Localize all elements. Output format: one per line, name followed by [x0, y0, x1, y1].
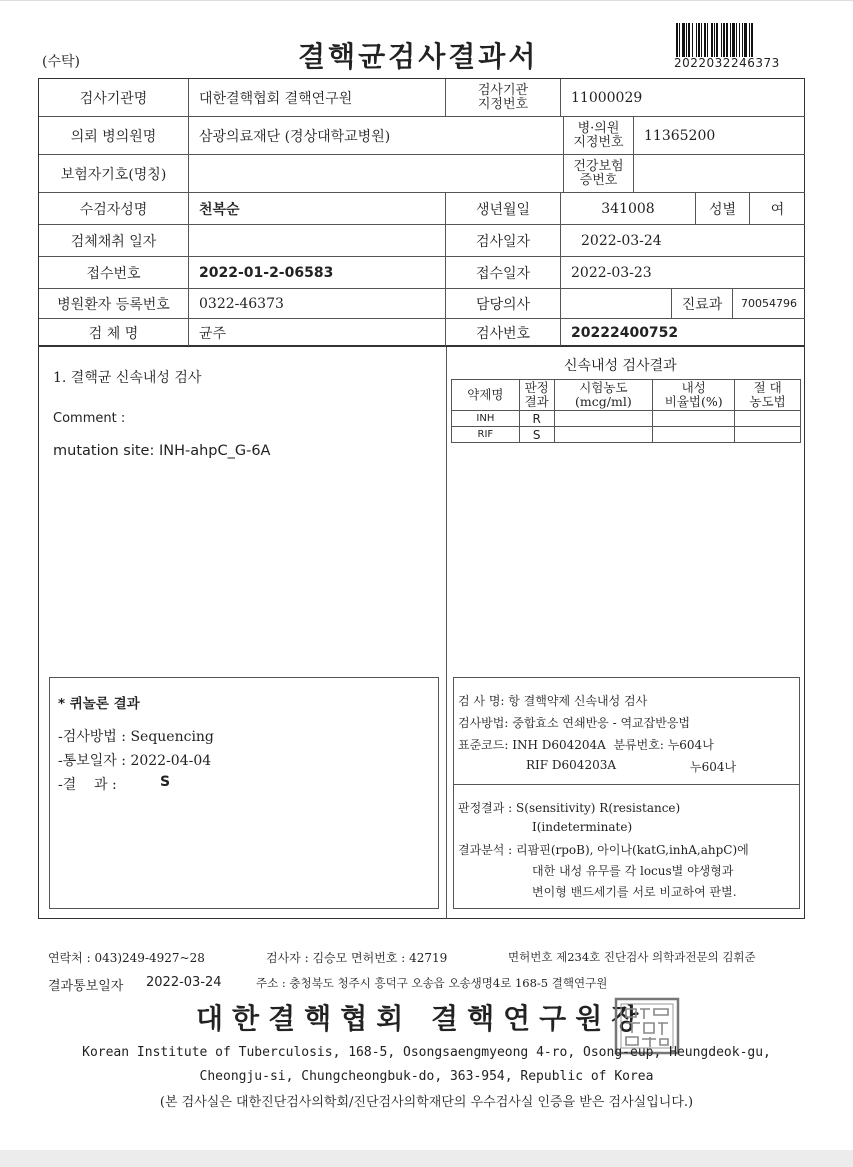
test-date-label: 검사일자 [446, 225, 561, 257]
judgement-box [453, 785, 800, 909]
specimen-label: 검 체 명 [39, 319, 189, 346]
examiner-info: 검사자 : 김승모 면허번호 : 42719 [266, 951, 448, 965]
analysis-line-2: 대한 내성 유무를 각 locus별 야생형과 [532, 864, 734, 878]
judgement-line-1: 판정결과 : S(sensitivity) R(resistance) [458, 801, 681, 815]
method-standard-code: 표준코드: INH D604204A 분류번호: 누604나 [458, 738, 714, 752]
birthdate-value: 341008 [561, 193, 696, 225]
test-number-value: 20222400752 [571, 324, 679, 341]
quinolone-title: * 퀴놀론 결과 [58, 696, 140, 712]
table-header-row [452, 380, 801, 411]
drug-result: S [519, 427, 554, 443]
patient-reg-value: 0322-46373 [189, 289, 446, 319]
department-label: 진료과 [671, 289, 733, 319]
english-address-line-2: Cheongju-si, Chungcheongbuk-do, 363-954, Republic of Korea [199, 1069, 654, 1084]
judgement-line-2: I(indeterminate) [532, 820, 633, 834]
method-test-method: 검사방법: 중합효소 연쇄반응 - 역교잡반응법 [458, 716, 691, 730]
doctor-value [561, 289, 671, 319]
collection-date-label: 검체채취 일자 [39, 225, 189, 257]
quinolone-box [49, 677, 439, 909]
barcode-number: 2022032246373 [674, 56, 780, 70]
barcode [676, 23, 788, 57]
hospital-label: 의뢰 병의원명 [39, 117, 189, 155]
drug-proportion [653, 411, 735, 427]
certification-note: (본 검사실은 대한진단검사의학회/진단검사의학재단의 우수검사실 인증을 받은 검사실입니다.) [159, 1095, 694, 1110]
col-proportion-method: 내성 비율법(%) [653, 380, 735, 411]
col-judgement: 판정 결과 [519, 380, 554, 411]
method-box [453, 677, 800, 785]
institute-name: 대한결핵협회 결핵연구원장 [196, 1002, 648, 1035]
drug-name: RIF [452, 427, 520, 443]
drug-absolute [735, 411, 801, 427]
method-rif-code: RIF D604203A [526, 758, 617, 772]
patient-info-table [38, 78, 805, 346]
col-drug: 약제명 [452, 380, 520, 411]
institute-value: 대한결핵협회 결핵연구원 [189, 79, 446, 117]
analysis-line-3: 변이형 밴드세기를 서로 비교하여 판별. [532, 885, 737, 899]
consignment-label: (수탁) [42, 54, 80, 70]
result-divider [446, 347, 447, 919]
department-value: 70054796 [733, 289, 805, 319]
contact-info: 연락처 : 043)249-4927~28 [48, 951, 205, 965]
mutation-site: mutation site: INH-ahpC_G-6A [53, 443, 271, 459]
insurer-value [189, 155, 564, 193]
result-section [38, 346, 805, 919]
insurance-number-value [634, 155, 805, 193]
quinolone-method: -검사방법 : Sequencing [58, 729, 214, 745]
document-title: 결핵균검사결과서 [298, 40, 539, 73]
notify-date-value: 2022-03-24 [146, 975, 222, 990]
receipt-date-label: 접수일자 [446, 257, 561, 289]
doctor-label: 담당의사 [446, 289, 561, 319]
insurance-number-label: 건강보험 증번호 [564, 155, 634, 193]
drug-concentration [554, 427, 653, 443]
rapid-result-title: 신속내성 검사결과 [564, 358, 677, 374]
notify-date-label: 결과통보일자 [48, 979, 124, 994]
comment-label: Comment : [53, 411, 126, 426]
doctor-license: 면허번호 제234호 진단검사 의학과전문의 김휘준 [508, 950, 756, 964]
institute-label: 검사기관명 [39, 79, 189, 117]
institute-code-value: 11000029 [561, 79, 805, 117]
hospital-value: 삼광의료재단 (경상대학교병원) [189, 117, 564, 155]
rapid-result-table [451, 379, 801, 443]
drug-concentration [554, 411, 653, 427]
quinolone-notify-date: -통보일자 : 2022-04-04 [58, 753, 212, 769]
patient-reg-label: 병원환자 등록번호 [39, 289, 189, 319]
patient-name-label: 수검자성명 [39, 193, 189, 225]
patient-name-value: 천복순 [189, 193, 446, 225]
hospital-code-label: 병·의원 지정번호 [564, 117, 634, 155]
receipt-date-value: 2022-03-23 [561, 257, 805, 289]
english-address-line-1: Korean Institute of Tuberculosis, 168-5, Osongsaengmyeong 4-ro, Osong-eup, Heungdeok-gu, [82, 1045, 771, 1060]
method-rif-class: 누604나 [690, 760, 737, 774]
method-test-name: 검 사 명: 항 결핵약제 신속내성 검사 [458, 694, 648, 708]
col-absolute-method: 절 대 농도법 [735, 380, 801, 411]
table-row [452, 427, 801, 443]
address: 주소 : 충청북도 청주시 흥덕구 오송읍 오송생명4로 168-5 결핵연구원 [256, 976, 608, 990]
hospital-code-value: 11365200 [634, 117, 805, 155]
test-date-value: 2022-03-24 [561, 225, 805, 257]
sex-value: 여 [750, 193, 805, 225]
drug-name: INH [452, 411, 520, 427]
drug-result: R [519, 411, 554, 427]
table-row [452, 411, 801, 427]
specimen-value: 균주 [189, 319, 446, 346]
quinolone-result-label: -결 과 : [58, 777, 117, 793]
col-test-concentration: 시험농도 (mcg/ml) [554, 380, 653, 411]
birthdate-label: 생년월일 [446, 193, 561, 225]
institute-code-label: 검사기관 지정번호 [446, 79, 561, 117]
test-number-label: 검사번호 [446, 319, 561, 346]
insurer-label: 보험자기호(명칭) [39, 155, 189, 193]
test-title: 1. 결핵균 신속내성 검사 [53, 370, 202, 386]
receipt-number-label: 접수번호 [39, 257, 189, 289]
analysis-line-1: 결과분석 : 리팜핀(rpoB), 아이나(katG,inhA,ahpC)에 [458, 843, 749, 857]
drug-proportion [653, 427, 735, 443]
quinolone-result-value: S [160, 774, 171, 790]
receipt-number-value: 2022-01-2-06583 [189, 257, 446, 289]
sex-label: 성별 [696, 193, 750, 225]
drug-absolute [735, 427, 801, 443]
collection-date-value [189, 225, 446, 257]
